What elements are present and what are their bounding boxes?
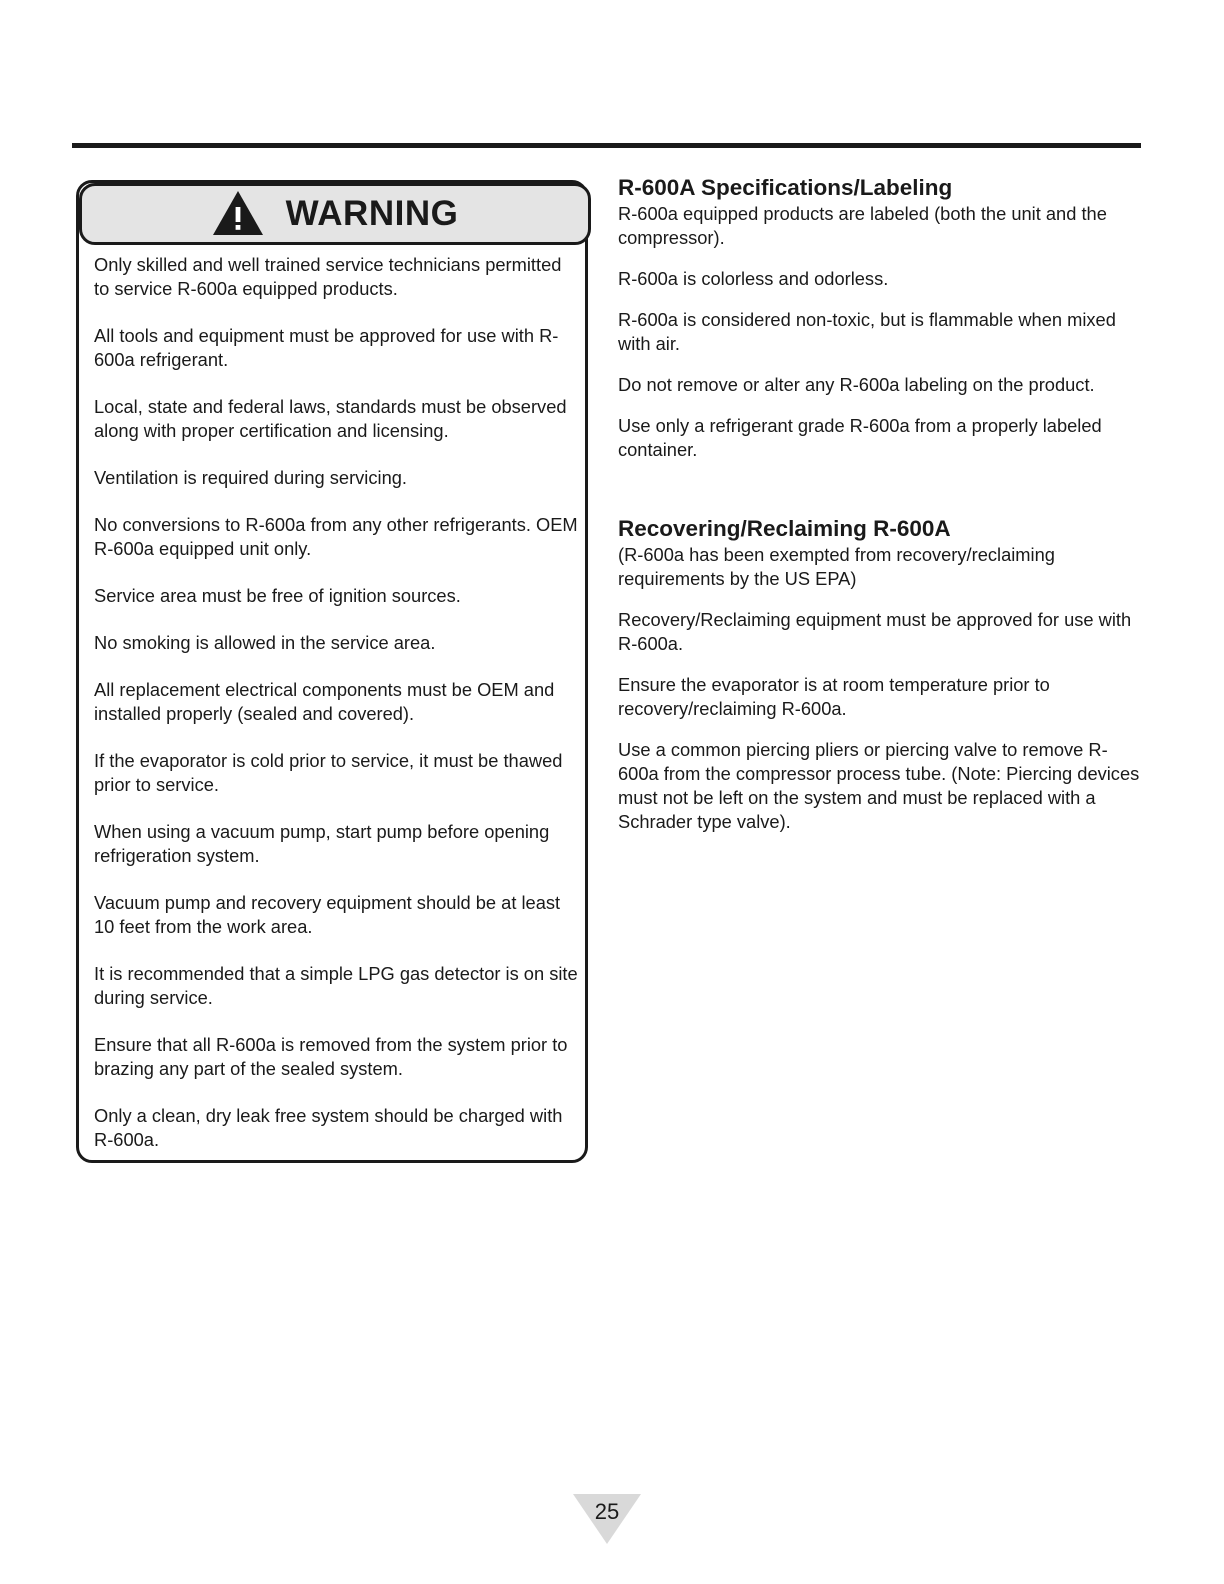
- specifications-title: R-600A Specifications/Labeling: [618, 175, 953, 200]
- warning-item: All replacement electrical components must be OEM and installed properly (sealed and covered).: [94, 679, 555, 724]
- warning-item: Ventilation is required during servicing.: [94, 467, 407, 488]
- recovering-section: [618, 515, 1143, 834]
- specifications-section: [618, 174, 1143, 462]
- warning-item: When using a vacuum pump, start pump before opening refrigeration system.: [94, 821, 550, 866]
- warning-item: No conversions to R-600a from any other refrigerants. OEM R-600a equipped unit only.: [94, 514, 578, 559]
- warning-item: Local, state and federal laws, standards must be observed along with proper certification and licensing.: [94, 396, 567, 441]
- warning-item: If the evaporator is cold prior to service, it must be thawed prior to service.: [94, 750, 563, 795]
- warning-triangle-icon: [212, 190, 264, 236]
- specifications-paragraph: Do not remove or alter any R-600a labeling on the product.: [618, 374, 1095, 395]
- recovering-paragraph: (R-600a has been exempted from recovery/reclaiming requirements by the US EPA): [618, 544, 1055, 589]
- warning-item: All tools and equipment must be approved for use with R-600a refrigerant.: [94, 325, 559, 370]
- warning-item: It is recommended that a simple LPG gas detector is on site during service.: [94, 963, 578, 1008]
- warning-item: Only a clean, dry leak free system should be charged with R-600a.: [94, 1105, 563, 1150]
- recovering-paragraph: Recovery/Reclaiming equipment must be approved for use with R-600a.: [618, 609, 1132, 654]
- warning-item: No smoking is allowed in the service area.: [94, 632, 436, 653]
- specifications-paragraph: R-600a is colorless and odorless.: [618, 268, 889, 289]
- recovering-paragraph: Use a common piercing pliers or piercing valve to remove R-600a from the compressor process tube. (Note: Piercing devices must not be left on the system and must be replaced with a Schrader type valve).: [618, 739, 1140, 832]
- recovering-paragraph: Ensure the evaporator is at room temperature prior to recovery/reclaiming R-600a.: [618, 674, 1050, 719]
- specifications-paragraph: Use only a refrigerant grade R-600a from a properly labeled container.: [618, 415, 1102, 460]
- page-number-marker: [573, 1494, 641, 1544]
- warning-item: Ensure that all R-600a is removed from the system prior to brazing any part of the sealed system.: [94, 1034, 568, 1079]
- warning-item: Service area must be free of ignition sources.: [94, 585, 461, 606]
- warning-item: Only skilled and well trained service technicians permitted to service R-600a equipped products.: [94, 254, 562, 299]
- warning-list: [94, 253, 580, 1175]
- warning-item: Vacuum pump and recovery equipment should be at least 10 feet from the work area.: [94, 892, 561, 937]
- warning-header: [79, 183, 591, 245]
- recovering-title: Recovering/Reclaiming R-600A: [618, 516, 951, 541]
- right-column: [618, 174, 1143, 851]
- specifications-paragraph: R-600a is considered non-toxic, but is flammable when mixed with air.: [618, 309, 1116, 354]
- warning-title: WARNING: [285, 194, 459, 233]
- top-rule: [72, 143, 1141, 148]
- page-number: 25: [594, 1499, 620, 1524]
- specifications-paragraph: R-600a equipped products are labeled (both the unit and the compressor).: [618, 203, 1107, 248]
